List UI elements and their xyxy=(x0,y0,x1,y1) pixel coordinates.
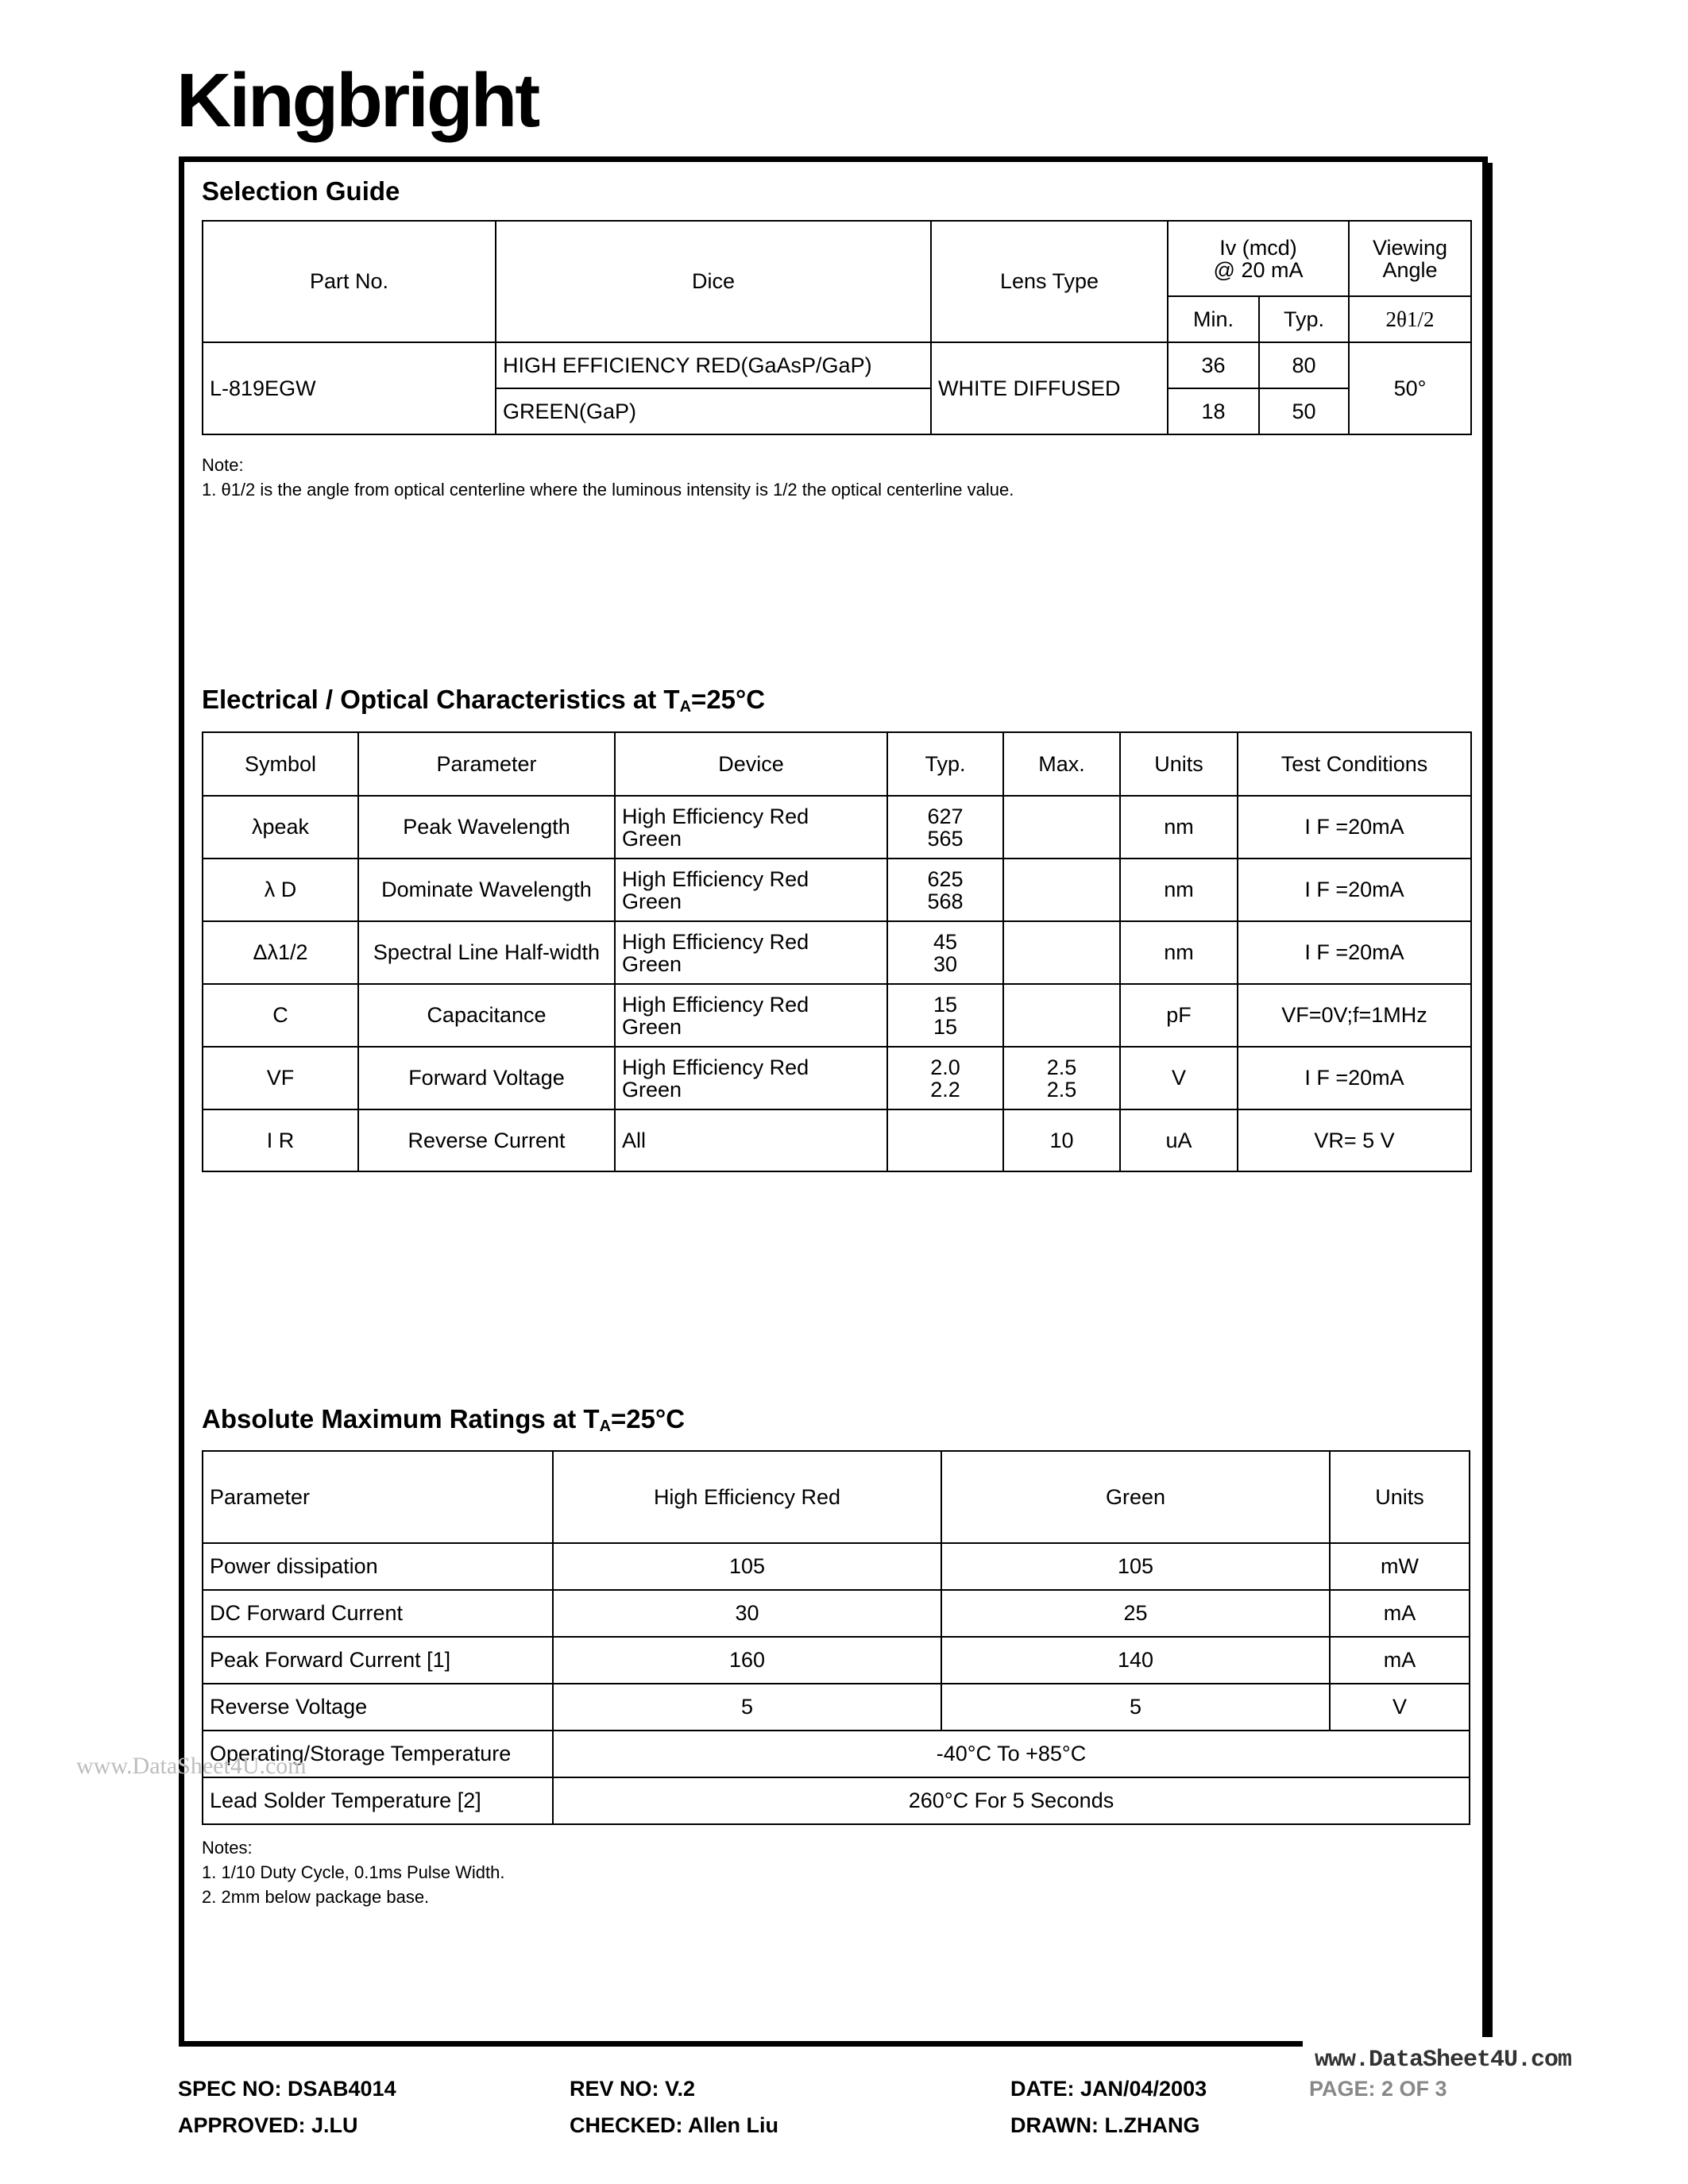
parameter-cell: Forward Voltage xyxy=(358,1047,615,1109)
parameter-cell: DC Forward Current xyxy=(203,1590,553,1637)
absolute-title-pre: Absolute Maximum Ratings at T xyxy=(202,1404,600,1433)
device-line2: Green xyxy=(622,826,682,851)
header-angle-symbol: 2θ1/2 xyxy=(1349,296,1471,342)
header-dice: Dice xyxy=(496,221,931,342)
table-row xyxy=(203,796,1471,859)
electrical-title-post: =25°C xyxy=(691,685,766,714)
red-value-cell: 5 xyxy=(553,1684,941,1731)
footer-approved: APPROVED: J.LU xyxy=(178,2113,358,2137)
absolute-notes-label: Notes: xyxy=(202,1838,253,1858)
iv-typ-green: 50 xyxy=(1259,388,1349,434)
device-cell xyxy=(615,984,887,1047)
typ-line2: 568 xyxy=(927,889,964,913)
iv-typ-red: 80 xyxy=(1259,342,1349,388)
table-row xyxy=(203,1777,1470,1824)
device-line2: Green xyxy=(622,951,682,976)
typ-line2: 565 xyxy=(927,826,964,851)
part-number-cell: L-819EGW xyxy=(203,342,496,434)
header-lens-type: Lens Type xyxy=(931,221,1168,342)
header-part-no: Part No. xyxy=(203,221,496,342)
electrical-table xyxy=(202,731,1472,1172)
max-line2: 2.5 xyxy=(1046,1077,1077,1102)
red-value-cell: 105 xyxy=(553,1543,941,1590)
max-cell xyxy=(1003,796,1120,859)
unit-cell: V xyxy=(1120,1047,1238,1109)
footer-drawn: DRAWN: L.ZHANG xyxy=(1010,2113,1200,2137)
footer-checked: CHECKED: Allen Liu xyxy=(570,2113,778,2137)
green-value-cell: 25 xyxy=(941,1590,1330,1637)
footer-rev-no: REV NO: V.2 xyxy=(570,2077,696,2101)
device-line1: High Efficiency Red xyxy=(622,929,809,954)
footer-date: DATE: JAN/04/2003 xyxy=(1010,2077,1207,2101)
device-line2: Green xyxy=(622,1077,682,1102)
parameter-cell: Reverse Current xyxy=(358,1109,615,1171)
table-row xyxy=(203,859,1471,921)
typ-line2: 15 xyxy=(933,1014,958,1039)
green-value-cell: 105 xyxy=(941,1543,1330,1590)
header-units: Units xyxy=(1120,732,1238,796)
typ-cell xyxy=(887,796,1003,859)
unit-cell: pF xyxy=(1120,984,1238,1047)
unit-cell: nm xyxy=(1120,859,1238,921)
header-high-efficiency-red: High Efficiency Red xyxy=(553,1451,941,1543)
header-green: Green xyxy=(941,1451,1330,1543)
electrical-title-sub: A xyxy=(679,698,692,716)
unit-cell: mA xyxy=(1330,1637,1470,1684)
table-row xyxy=(203,1109,1471,1171)
header-angle-line2: Angle xyxy=(1382,257,1438,282)
selection-note-label: Note: xyxy=(202,455,244,475)
brand-logo: Kingbright xyxy=(176,58,539,143)
condition-cell: I F =20mA xyxy=(1238,796,1471,859)
max-cell xyxy=(1003,1047,1120,1109)
parameter-cell: Peak Forward Current [1] xyxy=(203,1637,553,1684)
footer-spec-no: SPEC NO: DSAB4014 xyxy=(178,2077,396,2101)
typ-line1: 15 xyxy=(933,992,958,1017)
green-value-cell: 5 xyxy=(941,1684,1330,1731)
device-cell xyxy=(615,859,887,921)
iv-min-red: 36 xyxy=(1168,342,1259,388)
selection-title: Selection Guide xyxy=(202,176,400,206)
unit-cell: mA xyxy=(1330,1590,1470,1637)
absolute-title xyxy=(202,1404,685,1436)
header-symbol: Symbol xyxy=(203,732,358,796)
typ-cell xyxy=(887,984,1003,1047)
solder-temp-label: Lead Solder Temperature [2] xyxy=(203,1777,553,1824)
max-cell: 10 xyxy=(1003,1109,1120,1171)
selection-table xyxy=(202,220,1472,435)
footer-page: PAGE: 2 OF 3 xyxy=(1309,2077,1447,2101)
table-row xyxy=(203,1047,1471,1109)
header-test-conditions: Test Conditions xyxy=(1238,732,1471,796)
header-typ: Typ. xyxy=(887,732,1003,796)
typ-line1: 627 xyxy=(927,804,964,828)
symbol-cell: λ D xyxy=(203,859,358,921)
operating-temp-value: -40°C To +85°C xyxy=(553,1731,1470,1777)
table-row xyxy=(203,1637,1470,1684)
parameter-cell: Power dissipation xyxy=(203,1543,553,1590)
unit-cell: mW xyxy=(1330,1543,1470,1590)
header-typ: Typ. xyxy=(1259,296,1349,342)
red-value-cell: 160 xyxy=(553,1637,941,1684)
device-line1: High Efficiency Red xyxy=(622,866,809,891)
header-units: Units xyxy=(1330,1451,1470,1543)
device-cell xyxy=(615,921,887,984)
device-line2: Green xyxy=(622,1014,682,1039)
max-cell xyxy=(1003,921,1120,984)
header-parameter: Parameter xyxy=(358,732,615,796)
absolute-note-1: 1. 1/10 Duty Cycle, 0.1ms Pulse Width. xyxy=(202,1862,505,1882)
parameter-cell: Spectral Line Half-width xyxy=(358,921,615,984)
device-cell xyxy=(615,1047,887,1109)
green-value-cell: 140 xyxy=(941,1637,1330,1684)
max-cell xyxy=(1003,984,1120,1047)
parameter-cell: Capacitance xyxy=(358,984,615,1047)
typ-line1: 2.0 xyxy=(930,1055,960,1079)
table-row xyxy=(203,1731,1470,1777)
typ-line1: 45 xyxy=(933,929,958,954)
typ-cell xyxy=(887,1047,1003,1109)
table-row xyxy=(203,1684,1470,1731)
absolute-title-post: =25°C xyxy=(611,1404,686,1433)
absolute-table xyxy=(202,1450,1470,1825)
red-value-cell: 30 xyxy=(553,1590,941,1637)
header-iv-line2: @ 20 mA xyxy=(1213,257,1304,282)
parameter-cell: Reverse Voltage xyxy=(203,1684,553,1731)
header-parameter: Parameter xyxy=(203,1451,553,1543)
header-angle-line1: Viewing xyxy=(1372,235,1448,260)
operating-temp-label: Operating/Storage Temperature xyxy=(203,1731,553,1777)
iv-min-green: 18 xyxy=(1168,388,1259,434)
watermark-right: www.DataSheet4U.com xyxy=(1315,2047,1572,2074)
symbol-cell: λpeak xyxy=(203,796,358,859)
absolute-note-2: 2. 2mm below package base. xyxy=(202,1887,430,1907)
electrical-title xyxy=(202,685,765,716)
selection-note-1: 1. θ1/2 is the angle from optical centerline where the luminous intensity is 1/2 the optical centerline value. xyxy=(202,480,1014,500)
lens-type-cell: WHITE DIFFUSED xyxy=(931,342,1168,434)
header-viewing-angle xyxy=(1349,221,1471,296)
dice-red-cell: HIGH EFFICIENCY RED(GaAsP/GaP) xyxy=(496,342,931,388)
parameter-cell: Dominate Wavelength xyxy=(358,859,615,921)
header-device: Device xyxy=(615,732,887,796)
device-cell: All xyxy=(615,1109,887,1171)
typ-line2: 2.2 xyxy=(930,1077,960,1102)
condition-cell: VR= 5 V xyxy=(1238,1109,1471,1171)
unit-cell: uA xyxy=(1120,1109,1238,1171)
symbol-cell: C xyxy=(203,984,358,1047)
electrical-title-pre: Electrical / Optical Characteristics at T xyxy=(202,685,680,714)
typ-cell xyxy=(887,859,1003,921)
device-line1: High Efficiency Red xyxy=(622,804,809,828)
table-row xyxy=(203,921,1471,984)
typ-line1: 625 xyxy=(927,866,964,891)
condition-cell: I F =20mA xyxy=(1238,921,1471,984)
absolute-title-sub: A xyxy=(599,1418,612,1435)
typ-line2: 30 xyxy=(933,951,958,976)
table-row xyxy=(203,984,1471,1047)
header-max: Max. xyxy=(1003,732,1120,796)
max-line1: 2.5 xyxy=(1046,1055,1077,1079)
dice-green-cell: GREEN(GaP) xyxy=(496,388,931,434)
unit-cell: nm xyxy=(1120,921,1238,984)
viewing-angle-cell: 50° xyxy=(1349,342,1471,434)
unit-cell: nm xyxy=(1120,796,1238,859)
table-row xyxy=(203,1543,1470,1590)
symbol-cell: VF xyxy=(203,1047,358,1109)
solder-temp-value: 260°C For 5 Seconds xyxy=(553,1777,1470,1824)
typ-cell xyxy=(887,921,1003,984)
max-cell xyxy=(1003,859,1120,921)
device-line2: Green xyxy=(622,889,682,913)
device-line1: High Efficiency Red xyxy=(622,992,809,1017)
parameter-cell: Peak Wavelength xyxy=(358,796,615,859)
symbol-cell: Δλ1/2 xyxy=(203,921,358,984)
header-iv xyxy=(1168,221,1349,296)
header-min: Min. xyxy=(1168,296,1259,342)
table-row xyxy=(203,1590,1470,1637)
unit-cell: V xyxy=(1330,1684,1470,1731)
condition-cell: VF=0V;f=1MHz xyxy=(1238,984,1471,1047)
selection-note xyxy=(202,453,1014,502)
header-iv-line1: Iv (mcd) xyxy=(1219,235,1297,260)
absolute-notes xyxy=(202,1835,505,1909)
condition-cell: I F =20mA xyxy=(1238,859,1471,921)
condition-cell: I F =20mA xyxy=(1238,1047,1471,1109)
frame-shadow xyxy=(1488,163,1493,2053)
symbol-cell: I R xyxy=(203,1109,358,1171)
typ-cell xyxy=(887,1109,1003,1171)
device-line1: High Efficiency Red xyxy=(622,1055,809,1079)
watermark-left: www.DataSheet4U.com xyxy=(76,1753,307,1779)
device-cell xyxy=(615,796,887,859)
